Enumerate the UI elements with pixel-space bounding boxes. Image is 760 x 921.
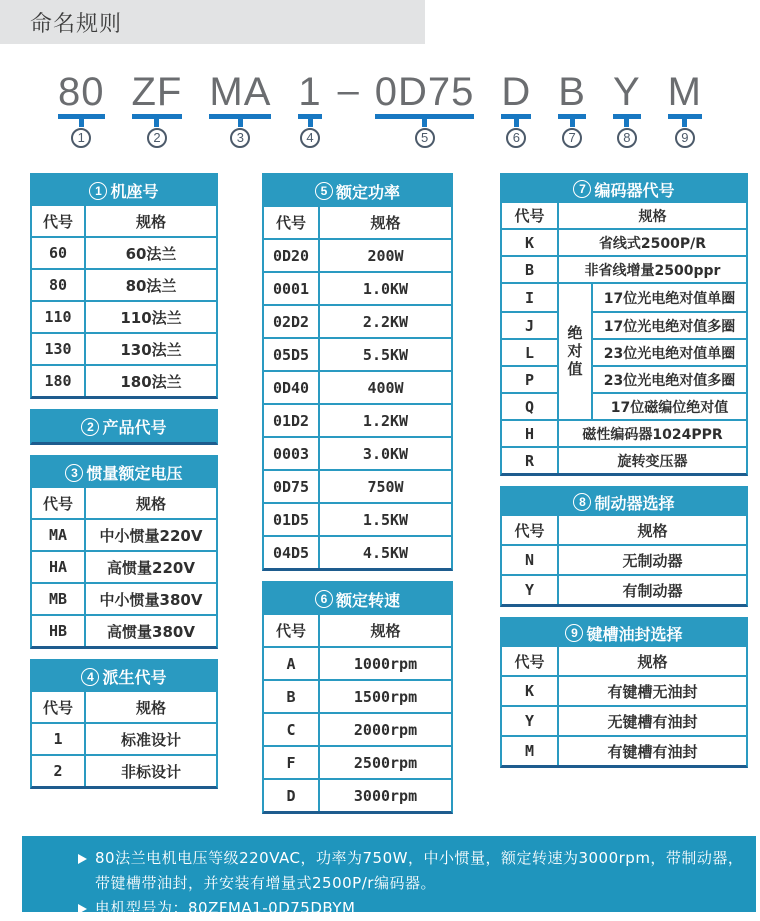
code-cell: 0D40 <box>264 372 320 403</box>
table-title-text: 编码器代号 <box>594 180 675 200</box>
table-title <box>264 175 451 207</box>
table-title <box>264 583 451 615</box>
footer-line <box>78 871 746 896</box>
circled-number: 4 <box>81 668 99 686</box>
table-row <box>264 646 451 679</box>
table-row <box>502 228 746 255</box>
code-cell: 60 <box>32 238 86 268</box>
column-header-row <box>264 615 451 646</box>
model-dash: – <box>337 70 359 112</box>
table-row <box>264 778 451 811</box>
table-title-text: 键槽油封选择 <box>586 624 683 644</box>
table-title-text: 制动器选择 <box>594 493 675 513</box>
spec-cell: 标准设计 <box>120 730 181 749</box>
segment-number-badge: 1 <box>71 128 91 148</box>
table-row <box>502 544 746 574</box>
spec-cell: 1000rpm <box>353 654 418 673</box>
table-title <box>502 619 746 647</box>
spec-cell: 非省线增量2500ppr <box>584 262 721 279</box>
spec-column-header: 规格 <box>135 494 166 513</box>
circled-number: 5 <box>315 182 333 200</box>
footer-line-text: 80法兰电机电压等级220VAC，功率为750W，中小惯量，额定转速为3000rpm，带制动器， <box>95 849 744 867</box>
model-segment <box>610 72 644 148</box>
table-row <box>502 574 746 604</box>
pointer-tick-icon <box>79 119 84 127</box>
segment-number-badge: 7 <box>562 128 582 148</box>
table-row <box>32 332 216 364</box>
model-segment-text: ZF <box>131 70 183 114</box>
code-cell: 130 <box>32 334 86 364</box>
spec-cell: 高惯量380V <box>107 622 195 641</box>
table-row <box>32 518 216 550</box>
pointer-tick-icon <box>624 119 629 127</box>
spec-column-header: 规格 <box>637 521 668 540</box>
table-row <box>502 255 746 282</box>
tables-area <box>0 173 760 824</box>
table-title <box>502 175 746 203</box>
spec-cell: 无键槽有油封 <box>607 712 698 731</box>
code-cell: HB <box>32 616 86 646</box>
code-cell: Y <box>502 576 559 604</box>
table-row <box>502 705 746 735</box>
code-column-header: 代号 <box>32 692 86 722</box>
model-segment-text: 0D75 <box>374 70 475 114</box>
code-cell: F <box>264 747 320 778</box>
code-cell: H <box>502 421 559 446</box>
arrow-bullet-icon <box>78 904 87 914</box>
table-row <box>502 675 746 705</box>
code-cell: HA <box>32 552 86 582</box>
model-segment-text: MA <box>209 70 272 114</box>
model-segment-text: B <box>558 70 586 114</box>
pointer-tick-icon <box>308 119 313 127</box>
spec-cell: 1.0KW <box>362 279 409 298</box>
spec-cell: 17位光电绝对值单圈 <box>603 290 736 307</box>
code-cell: R <box>502 448 559 473</box>
table-title-text: 惯量额定电压 <box>86 464 183 483</box>
column-header-row <box>502 647 746 675</box>
code-cell: 0D75 <box>264 471 320 502</box>
model-segment <box>295 72 324 148</box>
table-title-text: 产品代号 <box>102 418 167 437</box>
table-row <box>502 419 746 446</box>
column-header-row <box>32 692 216 722</box>
encoder-group-label: 绝对值 <box>559 284 593 419</box>
table-rated-speed <box>262 581 453 814</box>
table-frame-size <box>30 173 218 399</box>
table-derivative-code <box>30 659 218 789</box>
table-body <box>32 518 216 646</box>
spec-cell: 110法兰 <box>120 308 182 327</box>
arrow-bullet-icon <box>78 854 87 864</box>
code-cell: B <box>264 681 320 712</box>
column-header-row <box>32 488 216 518</box>
model-segment-text: 80 <box>58 70 105 114</box>
code-cell: 01D2 <box>264 405 320 436</box>
code-column-header: 代号 <box>264 615 320 646</box>
segment-number-badge: 8 <box>617 128 637 148</box>
table-row <box>264 238 451 271</box>
code-cell: P <box>502 365 557 392</box>
table-row <box>264 304 451 337</box>
code-cell: A <box>264 648 320 679</box>
spec-cell: 非标设计 <box>120 762 181 781</box>
table-row <box>264 745 451 778</box>
code-column-header: 代号 <box>502 516 559 544</box>
spec-cell: 有键槽无油封 <box>607 682 698 701</box>
table-title <box>32 175 216 206</box>
segment-number-badge: 9 <box>675 128 695 148</box>
segment-number-badge: 2 <box>147 128 167 148</box>
table-row <box>32 614 216 646</box>
spec-cell: 60法兰 <box>125 244 177 263</box>
spec-cell: 17位磁编位绝对值 <box>593 392 746 419</box>
table-row <box>32 364 216 396</box>
table-keyway-seal-option <box>500 617 748 768</box>
code-column-header: 代号 <box>502 647 559 675</box>
code-cell: L <box>502 338 557 365</box>
table-title-text: 机座号 <box>110 182 159 201</box>
circled-number: 8 <box>573 493 591 511</box>
code-cell: MA <box>32 520 86 550</box>
pointer-tick-icon <box>570 119 575 127</box>
encoder-group-codes <box>502 284 559 419</box>
model-segment <box>498 72 534 148</box>
table-row <box>264 502 451 535</box>
spec-cell: 180法兰 <box>120 372 182 391</box>
table-row <box>32 300 216 332</box>
pointer-tick-icon <box>682 119 687 127</box>
code-cell: K <box>502 230 559 255</box>
table-row <box>502 446 746 473</box>
table-body <box>264 238 451 568</box>
spec-cell: 高惯量220V <box>107 558 195 577</box>
table-body <box>32 722 216 786</box>
column-header-row <box>32 206 216 236</box>
table-row <box>264 370 451 403</box>
table-row <box>264 535 451 568</box>
spec-cell: 23位光电绝对值多圈 <box>593 365 746 392</box>
table-title <box>32 411 216 442</box>
table-body <box>502 228 746 282</box>
table-inertia-voltage <box>30 455 218 649</box>
table-title-text: 额定功率 <box>335 182 400 202</box>
spec-column-header: 规格 <box>638 208 667 225</box>
spec-cell: 有键槽有油封 <box>607 742 698 761</box>
band-product-code <box>30 409 218 445</box>
spec-cell: 1.5KW <box>362 510 409 529</box>
table-row <box>264 679 451 712</box>
code-cell: 0003 <box>264 438 320 469</box>
code-cell: Y <box>502 707 559 735</box>
page-title-bar <box>0 0 425 44</box>
code-cell: 2 <box>32 756 86 786</box>
code-cell: D <box>264 780 320 811</box>
code-cell: 0001 <box>264 273 320 304</box>
spec-cell: 23位光电绝对值单圈 <box>593 338 746 365</box>
table-encoder-code <box>500 173 748 476</box>
circled-number: 1 <box>89 182 107 200</box>
spec-cell: 4.5KW <box>362 543 409 562</box>
model-segment-text: 1 <box>298 70 322 114</box>
table-body <box>502 675 746 765</box>
spec-cell: 2.2KW <box>362 312 409 331</box>
circled-number: 9 <box>565 624 583 642</box>
encoder-group-specs <box>593 284 746 419</box>
spec-cell: 17位光电绝对值多圈 <box>593 311 746 338</box>
code-cell: 180 <box>32 366 86 396</box>
table-row <box>32 722 216 754</box>
model-segment-text: D <box>501 70 532 114</box>
table-rated-power <box>262 173 453 571</box>
code-cell: 80 <box>32 270 86 300</box>
table-row <box>264 712 451 745</box>
code-column-header: 代号 <box>32 206 86 236</box>
model-segment <box>372 72 478 148</box>
footer-line <box>78 846 746 871</box>
spec-cell: 750W <box>367 477 404 496</box>
column-left <box>30 173 218 824</box>
spec-cell: 5.5KW <box>362 345 409 364</box>
code-cell: MB <box>32 584 86 614</box>
spec-cell: 无制动器 <box>622 551 683 570</box>
model-segment <box>55 72 108 148</box>
encoder-absolute-group <box>502 282 746 419</box>
code-cell: C <box>264 714 320 745</box>
code-cell: Q <box>502 392 557 419</box>
table-row <box>264 337 451 370</box>
spec-cell: 省线式2500P/R <box>598 235 707 252</box>
spec-cell: 1.2KW <box>362 411 409 430</box>
spec-cell: 中小惯量380V <box>99 590 203 609</box>
footer-line-text: 电机型号为：80ZFMA1-0D75DBYM <box>95 899 356 917</box>
model-segment-text: M <box>667 70 702 114</box>
table-row <box>502 735 746 765</box>
code-cell: M <box>502 737 559 765</box>
spec-column-header: 规格 <box>370 214 401 232</box>
spec-cell: 200W <box>367 246 404 265</box>
circled-number: 6 <box>315 590 333 608</box>
table-title <box>32 661 216 692</box>
table-row <box>264 469 451 502</box>
table-body <box>264 646 451 811</box>
model-segment-text: Y <box>612 70 641 114</box>
model-segment <box>665 72 705 148</box>
segment-number-badge: 6 <box>506 128 526 148</box>
table-body <box>502 544 746 604</box>
code-cell: I <box>524 288 535 307</box>
spec-cell: 3000rpm <box>353 786 418 805</box>
column-header-row <box>502 203 746 228</box>
spec-column-header: 规格 <box>637 652 668 671</box>
spec-cell: 磁性编码器1024PPR <box>582 426 723 443</box>
table-row <box>264 403 451 436</box>
spec-cell: 80法兰 <box>125 276 177 295</box>
spec-cell: 有制动器 <box>622 581 683 600</box>
spec-cell: 2000rpm <box>353 720 418 739</box>
table-title-text: 派生代号 <box>102 668 167 687</box>
table-title <box>502 488 746 516</box>
footer-line <box>78 896 746 921</box>
code-cell: K <box>502 677 559 705</box>
column-header-row <box>264 207 451 238</box>
segment-number-badge: 5 <box>415 128 435 148</box>
table-row <box>32 754 216 786</box>
spec-cell: 130法兰 <box>120 340 182 359</box>
code-column-header: 代号 <box>264 207 320 238</box>
spec-cell: 中小惯量220V <box>99 526 203 545</box>
table-row <box>264 271 451 304</box>
segment-number-badge: 4 <box>300 128 320 148</box>
table-body <box>502 419 746 473</box>
spec-cell: 旋转变压器 <box>617 453 688 470</box>
code-cell: J <box>502 311 557 338</box>
table-row <box>32 268 216 300</box>
table-body <box>32 236 216 396</box>
code-cell: 04D5 <box>264 537 320 568</box>
code-column-header: 代号 <box>502 203 559 228</box>
spec-column-header: 规格 <box>135 212 166 231</box>
model-segment <box>555 72 589 148</box>
pointer-tick-icon <box>154 119 159 127</box>
code-cell: 110 <box>32 302 86 332</box>
code-column-header: 代号 <box>32 488 86 518</box>
pointer-tick-icon <box>238 119 243 127</box>
table-row <box>32 582 216 614</box>
spec-cell: 400W <box>367 378 404 397</box>
code-cell: 0D20 <box>264 240 320 271</box>
table-brake-option <box>500 486 748 607</box>
table-row <box>32 236 216 268</box>
column-header-row <box>502 516 746 544</box>
code-cell: 05D5 <box>264 339 320 370</box>
circled-number: 3 <box>65 464 83 482</box>
table-row <box>32 550 216 582</box>
pointer-tick-icon <box>514 119 519 127</box>
model-segment <box>129 72 186 148</box>
footer-line-text: 带键槽带油封，并安装有增量式2500P/r编码器。 <box>95 874 436 892</box>
code-cell: 02D2 <box>264 306 320 337</box>
column-right <box>500 173 748 824</box>
spec-cell: 2500rpm <box>353 753 418 772</box>
model-code-row <box>0 72 760 149</box>
code-cell: N <box>502 546 559 574</box>
table-row <box>264 436 451 469</box>
circled-number: 2 <box>81 418 99 436</box>
spec-column-header: 规格 <box>135 698 166 717</box>
table-title <box>32 457 216 488</box>
column-middle <box>262 173 453 824</box>
page-title: 命名规则 <box>30 11 123 37</box>
segment-number-badge: 3 <box>230 128 250 148</box>
circled-number: 7 <box>573 180 591 198</box>
code-cell: 1 <box>32 724 86 754</box>
code-cell: B <box>502 257 559 282</box>
spec-column-header: 规格 <box>370 622 401 640</box>
spec-cell: 3.0KW <box>362 444 409 463</box>
pointer-tick-icon <box>422 119 427 127</box>
model-segment <box>206 72 274 148</box>
spec-cell: 1500rpm <box>353 687 418 706</box>
table-title-text: 额定转速 <box>335 590 400 610</box>
footer-note <box>22 836 756 917</box>
code-cell: 01D5 <box>264 504 320 535</box>
